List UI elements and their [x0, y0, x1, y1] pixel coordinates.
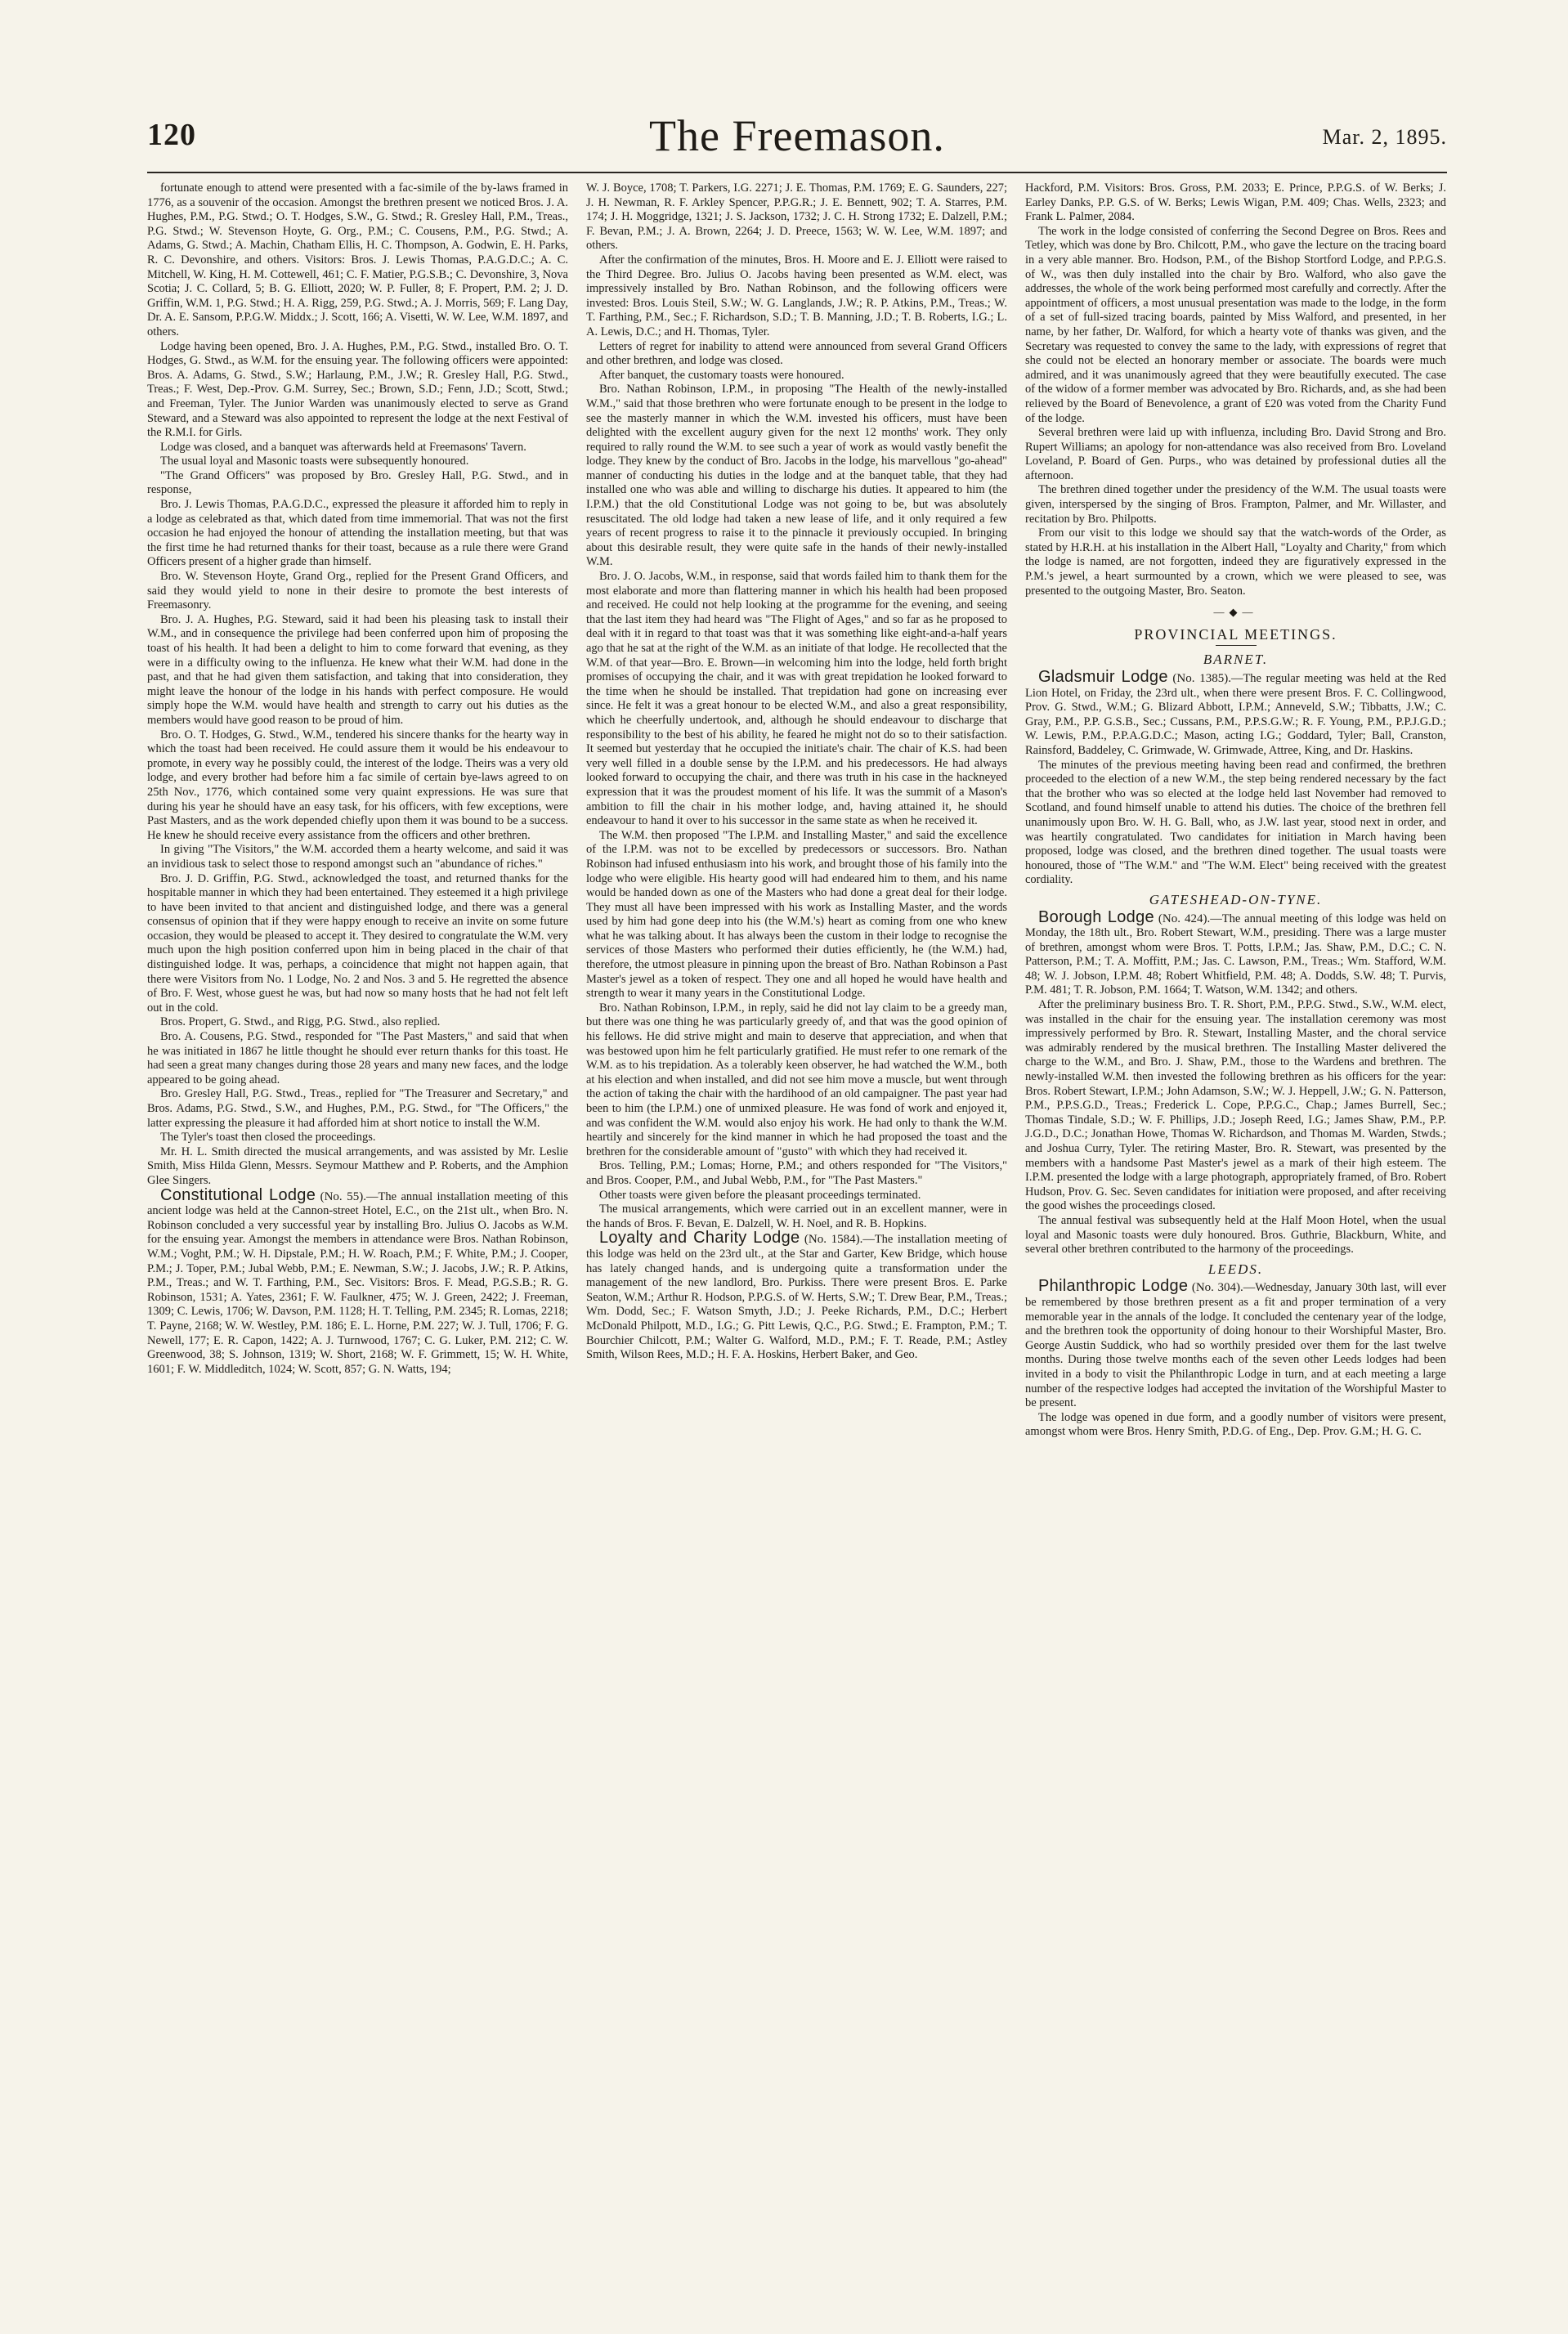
article-paragraph — [147, 1131, 568, 1145]
article-paragraph — [147, 1087, 568, 1131]
paragraph-text: The annual festival was subsequently held at the Half Moon Hotel, when the usual loyal and Masonic toasts were duly honoured. Bros. Guthrie, Blackburn, White, and several other brethren contributed to the harmony of the proceedings. — [1025, 1213, 1446, 1257]
article-paragraph — [586, 1203, 1007, 1231]
barnet-reports — [1025, 670, 1446, 888]
column-3-lodge-report — [1025, 181, 1446, 598]
article-paragraph — [586, 181, 1007, 253]
column-1 — [147, 181, 568, 2274]
lodge-name-heading: Loyalty and Charity Lodge — [599, 1229, 800, 1248]
paragraph-text: Lodge having been opened, Bro. J. A. Hughes, P.M., P.G. Stwd., installed Bro. O. T. Hodges, G. Stwd., as W.M. for the ensuing year. The following officers were appointed: Bros. A. Adams, G. Stwd., S.W.; Harlaung, P.M., J.W.; R. Gresley Hall, P.G. Stwd., Treas.; F. West, Dep.-Prov. G.M. Surrey, Sec.; Brown, S.D.; Fenn, J.D.; Scott, Stwd.; and Freeman, Tyler. The Junior Warden was unanimously elected to serve as Grand Steward, and a Steward was also appointed to represent the lodge at the next Festival of the R.M.I. for Girls. — [147, 339, 568, 440]
article-paragraph — [586, 570, 1007, 829]
article-paragraph — [586, 253, 1007, 340]
paragraph-text: Letters of regret for inability to attend were announced from several Grand Officers and other brethren, and lodge was closed. — [586, 339, 1007, 368]
paragraph-text: After the preliminary business Bro. T. R. Short, P.M., P.P.G. Stwd., S.W., W.M. elect, was installed in the chair for the ensuing year. The installation ceremony was most impressively performed by Bro. R. Stewart, Installing Master, and the choral service was admirably rendered by the musical brethren. The Installing Master delivered the charge to the W.M., and Bro. J. Shaw, P.M., those to the Wardens and brethren. The newly-installed W.M. then invested the following brethren as his officers for the year: Bros. Robert Stewart, I.P.M.; John Adamson, S.W.; W. J. Heppell, J.W.; G. N. Patterson, P.M., P.P.S.G.D., Treas.; Frederick L. Cope, P.P.G.C., Chap.; James Burrell, Sec.; Thomas Tindale, S.D.; W. F. Phillips, J.D.; Joseph Reed, I.G.; James Shaw, P.M., P.P. J.G.D., D.C.; Jonathan Howe, Thomas W. Richardson, and Thomas M. Warden, Stwds.; and Joshua Curry, Tyler. The retiring Master, Bro. R. Stewart, was presented by the members with a handsome Past Master's jewel as a mark of their high esteem. The I.P.M. presented the lodge with a large photograph, appropriately framed, of Bro. Robert Hudson, Prov. G. Sec. Seven candidates for initiation were proposed, and after receiving the good wishes the proceedings closed. — [1025, 998, 1446, 1213]
paragraph-text: Bros. Telling, P.M.; Lomas; Horne, P.M.; and others responded for "The Visitors," and Bros. Cooper, P.M., and Jubal Webb, P.M., for "The Past Masters." — [586, 1159, 1007, 1187]
lodge-report-paragraph — [147, 1185, 568, 1378]
article-paragraph — [147, 843, 568, 871]
article-paragraph — [586, 1001, 1007, 1160]
article-paragraph — [1025, 483, 1446, 526]
article-paragraph — [147, 181, 568, 340]
paragraph-text: Hackford, P.M. Visitors: Bros. Gross, P.M. 2033; E. Prince, P.P.G.S. of W. Berks; J. Earley Danks, P.P. G.S. of W. Berks; Lewis Wigan, P.M. 409; Chas. Wells, 2323; and Frank L. Palmer, 2084. — [1025, 181, 1446, 224]
paragraph-text: The minutes of the previous meeting having been read and confirmed, the brethren proceeded to the election of a new W.M., the step being rendered necessary by the fact that the brother who was so elected at the lodge held last November had removed to Scotland, and found himself unable to attend his duties. The choice of the brethren fell unanimously upon Bro. W. H. G. Ball, who, as J.W. last year, stood next in order, and was heartily congratulated. Two candidates for initiation in March having been proposed, lodge was closed, and the brethren dined together. The usual toasts were honoured, those of "The W.M." and "The W.M. Elect" being received with the greatest cordiality. — [1025, 758, 1446, 887]
page-number: 120 — [147, 118, 196, 152]
article-paragraph — [586, 1159, 1007, 1188]
article-paragraph — [147, 340, 568, 441]
place-heading-barnet: BARNET. — [1203, 652, 1269, 668]
paragraph-text: "The Grand Officers" was proposed by Bro. Gresley Hall, P.G. Stwd., and in response, — [147, 468, 568, 497]
issue-date: Mar. 2, 1895. — [1322, 125, 1447, 149]
article-paragraph — [586, 383, 1007, 570]
paragraph-text: Other toasts were given before the pleasant proceedings terminated. — [599, 1188, 921, 1202]
paragraph-text: Bro. Nathan Robinson, I.P.M., in proposing "The Health of the newly-installed W.M.," said that those brethren who were fortunate enough to be present in the lodge to see the masterly manner in which the W.M. invested his officers, must have been delighted with the excellent augury given for the next 12 months' work. They only required to rally round the W.M. to see such a year of work as would vastly benefit the lodge. They knew by the conduct of Bro. Jacobs in the lodge, his marvellous "go-ahead" manner of conducting his duties in the lodge and at the banquet table, that they had installed one who was able and willing to discharge his duties. It appeared to him (the I.P.M.) that the old Constitutional Lodge was not going to be, but was absolutely resuscitated. The old lodge had taken a new lease of life, and it only required a few years of recent progress to raise it to the pinnacle it previously occupied. In bringing about this desirable result, they were quite safe in the hands of their newly-installed W.M. — [586, 383, 1007, 569]
paragraph-text: Bro. Nathan Robinson, I.P.M., in reply, said he did not lay claim to be a greedy man, but there was one thing he was particularly greedy of, and that was the good opinion of his fellows. He did strive might and main to deserve that appreciation, and when that was bestowed upon him he felt particularly gratified. He must refer to one remark of the W.M. as to his trepidation. As a tolerably keen observer, he had watched the W.M., both at his election and when installed, and did not see him move a muscle, but went through the action of taking the chair with the hardihood of an old campaigner. The past year had been to him (the I.P.M.) one of unmixed pleasure. He was fond of work and enjoyed it, and was confident the W.M. would also enjoy his work. He had only to thank the W.M. heartily and sincerely for the kind manner in which he had proposed the toast and the brethren for the considerable amount of "gusto" with which they had received it. — [586, 1001, 1007, 1158]
article-paragraph — [1025, 426, 1446, 483]
paragraph-text: The lodge was opened in due form, and a goodly number of visitors were present, amongst whom were Bros. Henry Smith, P.D.G. of Eng., Dep. Prov. G.M.; H. G. C. — [1025, 1410, 1446, 1439]
lodge-report-paragraph — [1025, 1279, 1446, 1410]
article-paragraph — [147, 469, 568, 498]
lodge-name-heading: Gladsmuir Lodge — [1038, 668, 1168, 686]
paragraph-text: The usual loyal and Masonic toasts were subsequently honoured. — [160, 455, 469, 468]
paragraph-text: —The installation meeting of this lodge was held on the 23rd ult., at the Star and Garter, Kew Bridge, which house has lately changed hands, and is undergoing quite a transformation under the management of the new landlord, Bro. Purkiss. There were present Bros. E. Parke Seaton, W.M.; Arthur R. Hodson, P.P.G.S. of W. Herts, S.W.; T. Drew Bear, P.M., Treas.; Wm. Dodd, Sec.; F. Watson Smyth, J.D.; J. Peeke Richards, P.M., D.C.; Herbert McDonald Philpott, M.D., I.G.; G. Pitt Lewis, Q.C., P.G. Stwd.; E. Frampton, P.M.; T. Bourchier Chilcott, P.M.; Walter G. Walford, M.D., P.M.; F. T. Reade, P.M.; Astley Smith, Wilson Rees, M.D.; H. F. A. Hoskins, Herbert Baker, and Geo. — [586, 1233, 1007, 1362]
article-paragraph — [147, 872, 568, 1016]
gateshead-reports — [1025, 907, 1446, 1257]
article-paragraph — [1025, 526, 1446, 598]
paragraph-text: After banquet, the customary toasts were honoured. — [599, 368, 844, 382]
article-paragraph — [1025, 759, 1446, 888]
paragraph-text: The musical arrangements, which were carried out in an excellent manner, were in the hands of Bros. F. Bevan, E. Dalzell, W. H. Noel, and R. B. Hopkins. — [586, 1203, 1007, 1230]
paragraph-text: W. J. Boyce, 1708; T. Parkers, I.G. 2271; J. E. Thomas, P.M. 1769; E. G. Saunders, 227; J. H. Newman, R. F. Arkley Spencer, P.P.G.R.; J. E. Bennett, 902; T. A. Starres, P.M. 174; J. H. Moggridge, 1321; J. S. Jackson, 1732; J. C. H. Strong 1732; E. Dalzell, P.M.; F. Bevan, P.M.; J. A. Brown, 2264; J. D. Preece, 1563; W. W. Lee, W.M. 1897; and others. — [586, 181, 1007, 253]
article-paragraph — [147, 1145, 568, 1189]
lodge-number: (No. 424). — [1158, 912, 1211, 925]
paragraph-text: —The regular meeting was held at the Red Lion Hotel, on Friday, the 23rd ult., when there were present Bros. F. C. Collingwood, Prov. G. Stwd., W.M.; G. Blizard Abbott, I.P.M.; Anneveld, S.W.; Tibbatts, J.W.; C. Gray, P.M., P.P. G.S.B., Sec.; Cussans, P.M., P.P.S.G.W.; R. F. Young, P.M., P.P.J.G.D.; W. Lewis, P.M., P.P.A.G.D.C.; Mason, acting I.G.; Goddard, Tyler; Ball, Cranston, Rainsford, Baddeley, C. Grimwade, W. Grimwade, Attree, King, and Dr. Haskins. — [1025, 672, 1446, 757]
paragraph-text: Bro. Gresley Hall, P.G. Stwd., Treas., replied for "The Treasurer and Secretary," and Bros. Adams, P.G. Stwd., S.W., and Hughes, P.M., P.G. Stwd., for "The Officers," the latter expressing the pleasure it had afforded him at short notice to install the W.M. — [147, 1087, 568, 1130]
paragraph-text: Bro. J. O. Jacobs, W.M., in response, said that words failed him to thank them for the most elaborate and more than flattering manner in which his health had been proposed and received. He could not help looking at the programme for the evening, and seeing that the last item they had heard was "The Flight of Ages," and so far as he proposed to deal with it in regard to that toast was that it was something like eight-and-a-half years ago that he sat at the right of the W.M. as an initiate of that lodge. He recollected that the W.M. of that year—Bro. E. Brown—in welcoming him into the lodge, held forth bright promises of occupying the chair, and it was with great trepidation he looked forward to the time when he should be installed. That trepidation had gone on increasing ever since. He felt it was a great honour to be elected W.M., and also a great responsibility, which he cheerfully undertook, and, although he should endeavour to discharge that responsibility to the best of his ability, he feared he might not do so to their satisfaction. It seemed but yesterday that he occupied the initiate's chair. The chair of K.S. had been very well filled in a double sense by the I.P.M. and his predecessors. He had always looked forward to occupying the chair, and there was truth in his case in the hackneyed expression that it was the proudest moment of his life. It was the summit of a Mason's ambition to fill the chair in his mother lodge, and, having attained it, he should endeavour to hand it over to his successor in the same state as when he received it. — [586, 570, 1007, 828]
article-paragraph — [147, 1015, 568, 1030]
masthead — [147, 110, 1447, 173]
article-paragraph — [1025, 1411, 1446, 1440]
article-paragraph — [1025, 225, 1446, 426]
lodge-report-paragraph — [1025, 670, 1446, 759]
paragraph-text: The work in the lodge consisted of conferring the Second Degree on Bros. Rees and Tetley, which was done by Bro. Chilcott, P.M., who gave the lecture on the tracing board in a very able manner. Bro. Hodson, P.M., of the Bishop Stortford Lodge, and P.P.G.S. of W., was then duly installed into the chair by Bro. Walford, who also gave the addresses, the whole of the work being performed most carefully and correctly. After the appointment of officers, a most unusual presentation was made to the lodge, in the form of a set of full-sized tracing boards, painted by Miss Walford, and presented, in her name, by her father, Dr. Walford, for which a hearty vote of thanks was given, and the Secretary was requested to convey the same to the lady, with expressions of regret that she could not be elected an honorary member or associate. The boards were much admired, and it was unanimously agreed that they were beautifully executed. The case of the widow of a former member was advocated by Bro. Richards, and, as she had been relieved by the Board of Benevolence, a grant of £20 was voted from the Charity Fund of the lodge. — [1025, 224, 1446, 425]
column-3 — [1025, 181, 1446, 2274]
lodge-number: (No. 55). — [320, 1189, 366, 1203]
article-paragraph — [147, 570, 568, 613]
lodge-number: (No. 1584). — [804, 1233, 863, 1247]
lodge-name-heading: Constitutional Lodge — [160, 1185, 316, 1204]
article-paragraph — [1025, 998, 1446, 1214]
lodge-name-heading: Borough Lodge — [1038, 907, 1154, 926]
section-title: PROVINCIAL MEETINGS. — [1134, 625, 1337, 643]
paragraph-text: Bro. A. Cousens, P.G. Stwd., responded for "The Past Masters," and said that when he was initiated in 1867 he little thought he should ever return thanks for this toast. He had seen a great many changes during those 28 years and many new faces, and the lodge appeared to be going ahead. — [147, 1030, 568, 1086]
paper-title: The Freemason. — [649, 111, 945, 160]
paragraph-text: Lodge was closed, and a banquet was afterwards held at Freemasons' Tavern. — [160, 440, 526, 454]
article-paragraph — [586, 369, 1007, 383]
paragraph-text: Bro. O. T. Hodges, G. Stwd., W.M., tendered his sincere thanks for the hearty way in which the toast had been received. He could assure them it would be his endeavour to promote, in every way he possibly could, the interest of the lodge. Theirs was a very old lodge, and every brother had before him a fac simile of certain bye-laws agreed to on 25th Nov., 1776, which contained some very quaint expressions. He was sure that during his year he should have an easy task, for his officers, with few exceptions, were Past Masters, and as the work depended chiefly upon them it was bound to be a success. He knew he should receive every assistance from the officers and other brethren. — [147, 728, 568, 842]
paragraph-text: The brethren dined together under the presidency of the W.M. The usual toasts were given, interspersed by the singing of Bros. Frampton, Palmer, and Mr. Willaster, and recitation by Bro. Philpotts. — [1025, 483, 1446, 526]
paragraph-text: Bros. Propert, G. Stwd., and Rigg, P.G. Stwd., also replied. — [160, 1015, 441, 1029]
article-paragraph — [147, 613, 568, 728]
paragraph-text: —The annual installation meeting of this ancient lodge was held at the Cannon-street Hotel, E.C., on the 21st ult., when Bro. N. Robinson concluded a very successful year by installing Bro. Julius O. Jacobs as W.M. for the ensuing year. Amongst the members in attendance were Bros. Nathan Robinson, W.M.; Voght, P.M.; W. H. Dipstale, P.M.; H. W. Roach, P.M.; F. White, P.M.; J. Cooper, P.M.; J. Toper, P.M.; Jubal Webb, P.M.; E. Newman, S.W.; J. Jacobs, J.W.; R. P. Atkins, P.M., Treas.; and W. T. Farthing, P.M., Sec. Visitors: Bros. F. Mead, P.G.S.B.; R. G. Robinson, 1531; A. Yates, 2361; F. W. Faulkner, 475; W. J. Green, 2422; J. Freeman, 1309; C. Lewis, 1706; W. Davson, P.M. 1128; H. T. Telling, P.M. 2345; R. Lomas, 2218; T. Payne, 2168; W. W. Westley, P.M. 186; E. L. Horne, P.M. 227; W. J. Tull, 1706; F. G. Newell, 177; E. R. Capon, 1422; A. J. Turnwood, 1767; C. G. Luker, P.M. 212; C. W. Greenwood, 38; S. Johnson, 1319; W. Short, 2168; W. F. Grimmett, 15; W. H. White, 1601; F. W. Middleditch, 1024; W. Scott, 857; G. N. Watts, 194; — [147, 1189, 568, 1376]
lodge-number: (No. 1385). — [1172, 672, 1231, 685]
paragraph-text: —Wednesday, January 30th last, will ever be remembered by those brethren present as a fit and proper termination of a very memorable year in the annals of the lodge. It concluded the centenary year of the lodge, and the brethren took the opportunity of doing honour to their Worshipful Master, Bro. George Austin Suddick, who had so worthily presided over them for the last twelve months. During those twelve months each of the seven other Leeds lodges had been invited in a body to visit the Philanthropic Lodge in turn, and at each meeting a large number of the respective lodges had accepted the invitation of the Worshipful Master to be present. — [1025, 1281, 1446, 1410]
paragraph-text: The W.M. then proposed "The I.P.M. and Installing Master," and said the excellence of the I.P.M. was not to be excelled by predecessors or successors. Bro. Nathan Robinson had infused enthusiasm into his work, and brought those of his family into the lodge who were eligible. His hearty good will had endeared him to them, and his name would be handed down as one of the Masters who had done a great deal for their lodge. They must all have been impressed with his work as Installing Master, and the words used by him had gone deep into his (the W.M.'s) heart as coming from one who knew what he was talking about. It has always been the custom in their lodge to recognise the services of those Masters who performed their duties efficiently, he (the W.M.) had, therefore, the utmost pleasure in pinning upon the breast of Bro. Nathan Robinson a Past Master's jewel as a token of respect. They one and all hoped he would have health and strength to wear it many years in the Constitutional Lodge. — [586, 828, 1007, 1001]
section-rule — [1216, 645, 1257, 646]
paragraph-text: Bro. W. Stevenson Hoyte, Grand Org., replied for the Present Grand Officers, and said they would yield to none in their desire to promote the best interests of Freemasonry. — [147, 570, 568, 612]
paragraph-text: In giving "The Visitors," the W.M. accorded them a hearty welcome, and said it was an invidious task to select those to respond amongst such an "abundance of riches." — [147, 843, 568, 871]
article-paragraph — [147, 441, 568, 455]
paragraph-text: Several brethren were laid up with influenza, including Bro. David Strong and Bro. Rupert Williams; an apology for non-attendance was also received from Bro. Loveland Loveland, P. Board of Gen. Purps., who was detained by professional duties all the afternoon. — [1025, 426, 1446, 482]
article-columns — [147, 181, 1447, 2274]
place-heading-gateshead: GATESHEAD-ON-TYNE. — [1149, 891, 1323, 907]
leeds-reports — [1025, 1279, 1446, 1440]
paragraph-text: Bro. J. A. Hughes, P.G. Steward, said it had been his pleasing task to install their W.M., and in consequence the privilege had been conferred upon him of proposing the toast of his health. It had been a delight to him to come forward that evening, as they were in a difficulty owing to the influenza. He knew what their W.M. had done in the past, and that he had given them satisfaction, and taking that into consideration, they might leave the honour of the lodge in his hands with perfect composure. He would simply hope the W.M. would have health and strength to carry out his duties as the members would have good reason to be proud of him. — [147, 612, 568, 727]
article-paragraph — [586, 340, 1007, 369]
lodge-name-heading: Philanthropic Lodge — [1038, 1277, 1189, 1296]
paragraph-text: Bro. J. Lewis Thomas, P.A.G.D.C., expressed the pleasure it afforded him to reply in a lodge as celebrated as that, which dated from time immemorial. That was not the first occasion he had enjoyed the honour of attending the installation meeting, but that was the first time he had returned thanks for their toast, because as a rule there were Grand Officers present of a higher grade than himself. — [147, 498, 568, 569]
section-divider: —◆— — [1213, 606, 1258, 619]
place-heading-leeds: LEEDS. — [1207, 1261, 1264, 1277]
paragraph-text: From our visit to this lodge we should say that the watch-words of the Order, as stated by H.R.H. at his installation in the Albert Hall, "Loyalty and Charity," from which the lodge is named, are not forgotten, indeed they are figuratively expressed in the P.M.'s jewel, a heart surmounted by a crown, which we were pleased to see, was presented to the outgoing Master, Bro. Seaton. — [1025, 526, 1446, 598]
lodge-number: (No. 304). — [1191, 1281, 1243, 1295]
column-2 — [586, 181, 1007, 2274]
paragraph-text: fortunate enough to attend were presented with a fac-simile of the by-laws framed in 1776, as a souvenir of the occasion. Amongst the brethren present we noticed Bros. J. A. Hughes, P.M., P.G. Stwd.; O. T. Hodges, S.W., G. Stwd.; R. Gresley Hall, P.M., Treas., P.G. Stwd.; W. Stevenson Hoyte, G. Org., P.M.; C. Cousens, P.M., P.G. Stwd.; A. Adams, G. Stwd.; A. Machin, Chatham Ellis, H. C. Thompson, A. Godwin, E. H. Parks, R. C. Devonshire, and others. Visitors: Bros. J. Lewis Thomas, P.A.G.D.C.; A. C. Mitchell, W. King, H. M. Cottewell, 461; C. F. Matier, P.G.S.B.; C. Devonshire, 3, Nova Scotia; J. C. Collard, 5; B. G. Elliott, 2020; W. P. Fuller, 8; F. Propert, P.M. 2; J. D. Griffin, W.M. 1, P.G. Stwd.; H. A. Rigg, 259, P.G. Stwd.; A. J. Morris, 569; F. Lang Day, Dr. A. E. Sansom, P.P.G.W. Middx.; J. Scott, 166; A. Visetti, W. W. Lee, W.M. 1897, and others. — [147, 181, 568, 338]
lodge-report-paragraph — [586, 1231, 1007, 1362]
article-paragraph — [586, 1189, 1007, 1203]
article-paragraph — [1025, 1214, 1446, 1257]
article-paragraph — [147, 1030, 568, 1087]
article-paragraph — [586, 829, 1007, 1001]
article-paragraph — [147, 498, 568, 570]
lodge-report-paragraph — [1025, 907, 1446, 999]
article-paragraph — [147, 455, 568, 469]
paragraph-text: The Tyler's toast then closed the proceedings. — [160, 1131, 376, 1145]
article-paragraph — [147, 728, 568, 844]
paragraph-text: Bro. J. D. Griffin, P.G. Stwd., acknowledged the toast, and returned thanks for the hospitable manner in which they had been entertained. They esteemed it a high privilege to have been invited to that ancient and distinguished lodge, and there was a general consensus of opinion that if they were happy enough to receive an invite on some future occasion, they would be pleased to accept it. They desired to congratulate the W.M. very much upon the high position conferred upon him in being placed in the chair of that distinguished lodge. It was, perhaps, a coincidence that might not happen again, that there were Visitors from No. 1 Lodge, No. 2 and Nos. 3 and 5. He regretted the absence of Bro. F. West, whose guest he was, but had now so many hosts that he had not felt left out in the cold. — [147, 871, 568, 1015]
paragraph-text: —The annual meeting of this lodge was held on Monday, the 18th ult., Bro. Robert Stewart, W.M., presiding. There was a large muster of brethren, amongst whom were Bros. T. Potts, I.P.M.; Jas. Shaw, P.M., D.C.; C. N. Patterson, P.M.; T. A. Moffitt, P.M.; Jas. C. Lawson, P.M., Treas.; Wm. Stafford, W.M. 48; W. J. Jobson, I.P.M. 48; Robert Whitfield, P.M. 48; A. Dodds, S.W. 48; T. Purvis, P.M. 481; T. R. Jobson, P.M. 1664; T. Watson, W.M. 1342; and others. — [1025, 912, 1446, 997]
article-paragraph — [1025, 181, 1446, 225]
paragraph-text: After the confirmation of the minutes, Bros. H. Moore and E. J. Elliott were raised to the Third Degree. Bro. Julius O. Jacobs having been presented as W.M. elect, was impressively installed by Bro. Nathan Robinson, and the following officers were invested: Bros. Louis Steil, S.W.; W. G. Langlands, J.W.; R. P. Atkins, P.M., Treas.; W. T. Farthing, P.M., Sec.; F. Richardson, S.D.; T. B. Manning, J.D.; T. B. Roberts, I.G.; L. A. Lewis, D.C.; and H. Thomas, Tyler. — [586, 253, 1007, 338]
paragraph-text: Mr. H. L. Smith directed the musical arrangements, and was assisted by Mr. Leslie Smith, Miss Hilda Glenn, Messrs. Seymour Matthew and P. Roberts, and the Amphion Glee Singers. — [147, 1145, 568, 1187]
